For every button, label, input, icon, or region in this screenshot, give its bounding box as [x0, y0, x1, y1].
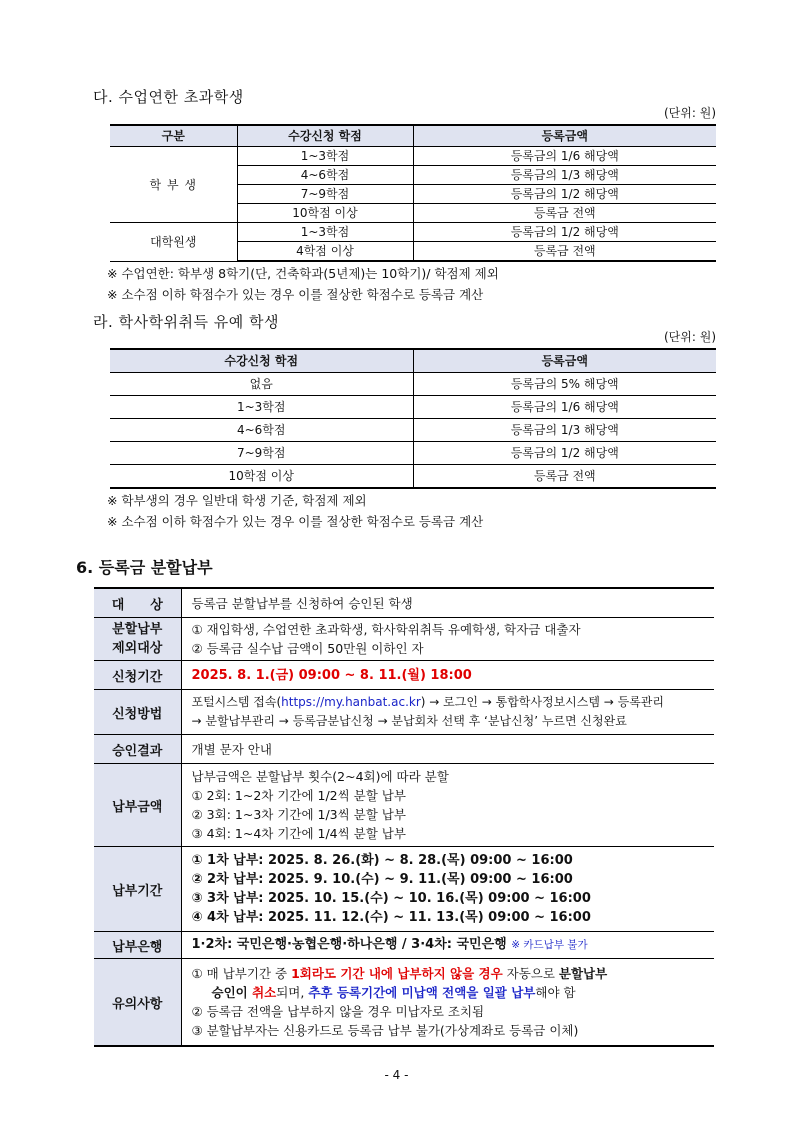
caution-line3: ② 등록금 전액을 납부하지 않을 경우 미납자로 조치됨: [191, 1004, 485, 1019]
header-amount: 등록금액: [413, 349, 716, 373]
group-grad: 대학원생: [110, 223, 237, 262]
caution-text: 되며,: [276, 985, 309, 1000]
note-da-2: ※ 소수점 이하 학점수가 있는 경우 이를 절상한 학점수로 등록금 계산: [107, 287, 484, 302]
table-row: [110, 396, 716, 419]
label-period: 신청기간: [94, 661, 181, 690]
value-bank: [181, 932, 714, 959]
row-method: [94, 690, 714, 735]
cell-amount: 등록금의 1/2 해당액: [413, 185, 716, 204]
label-target: 대 상: [94, 588, 181, 618]
amount-line: ③ 4회: 1~4차 기간에 1/4씩 분할 납부: [191, 826, 406, 841]
label-amount: 납부금액: [94, 764, 181, 847]
table-deferred-students: [110, 348, 716, 489]
label-bank: 납부은행: [94, 932, 181, 959]
caution-line1: [192, 964, 707, 983]
bank-text: 1·2차: 국민은행·농협은행·하나은행 / 3·4차: 국민은행: [191, 937, 507, 952]
cell-amount: 등록금의 1/2 해당액: [413, 442, 716, 465]
method-line2: → 분할납부관리 → 등록금분납신청 → 분납회차 선택 후 ‘분납신청’ 누르면 신청완료: [191, 714, 627, 728]
row-pay-period: [94, 847, 714, 932]
row-caution: [94, 959, 714, 1047]
cell-credits: 4~6학점: [110, 419, 413, 442]
cell-amount: 등록금의 1/3 해당액: [413, 166, 716, 185]
label-caution: 유의사항: [94, 959, 181, 1047]
table-row: [110, 465, 716, 489]
cell-amount: 등록금의 5% 해당액: [413, 373, 716, 396]
table-row: [110, 419, 716, 442]
row-excluded: [94, 618, 714, 661]
table-row: [110, 373, 716, 396]
caution-text: 해야 함: [535, 985, 576, 1000]
table-row: [110, 223, 716, 242]
amount-line: 납부금액은 분할납부 횟수(2~4회)에 따라 분할: [191, 769, 449, 784]
section-ra-title: 라. 학사학위취득 유예 학생: [93, 313, 279, 331]
caution-line4: ③ 분할납부자는 신용카드로 등록금 납부 불가(가상계좌로 등록금 이체): [191, 1023, 579, 1038]
header-amount: 등록금액: [413, 125, 716, 147]
cell-credits: 1~3학점: [237, 223, 413, 242]
value-method: [181, 690, 714, 735]
caution-bold: 분할납부: [558, 966, 608, 981]
method-text-b: ) → 로그인 → 통합학사정보시스템 → 등록관리: [420, 695, 664, 709]
label-method: 신청방법: [94, 690, 181, 735]
value-result: 개별 문자 안내: [181, 735, 714, 764]
pay-period-4: ④ 4차 납부: 2025. 11. 12.(수) ~ 11. 13.(목) 09:00 ~ 16:00: [191, 910, 591, 925]
row-amount: [94, 764, 714, 847]
cell-credits: 없음: [110, 373, 413, 396]
cell-credits: 1~3학점: [110, 396, 413, 419]
label-excluded-line2: 제외대상: [112, 641, 163, 656]
section-6-title: 6. 등록금 분할납부: [76, 558, 213, 577]
cell-credits: 1~3학점: [237, 147, 413, 166]
group-undergrad: 학 부 생: [110, 147, 237, 223]
value-caution: [181, 959, 714, 1047]
label-result: 승인결과: [94, 735, 181, 764]
cell-credits: 7~9학점: [237, 185, 413, 204]
row-target: [94, 588, 714, 618]
cell-credits: 4~6학점: [237, 166, 413, 185]
section-ra-unit: (단위: 원): [664, 330, 716, 344]
table-row: [110, 147, 716, 166]
table-installment: [94, 587, 714, 1047]
label-excluded-line1: 분할납부: [112, 622, 163, 637]
label-excluded: [94, 618, 181, 661]
caution-emphasis: 1회라도 기간 내에 납부하지 않을 경우: [291, 966, 503, 981]
amount-line: ① 2회: 1~2차 기간에 1/2씩 분할 납부: [191, 788, 406, 803]
value-pay-period: [181, 847, 714, 932]
cell-amount: 등록금 전액: [413, 204, 716, 223]
header-category: 구분: [110, 125, 237, 147]
bank-note: ※ 카드납부 불가: [511, 939, 588, 951]
note-ra-1: ※ 학부생의 경우 일반대 학생 기준, 학점제 제외: [107, 493, 367, 508]
row-period: [94, 661, 714, 690]
excluded-item-1: ① 재입학생, 수업연한 초과학생, 학사학위취득 유예학생, 학자금 대출자: [191, 622, 581, 637]
cell-credits: 10학점 이상: [237, 204, 413, 223]
pay-period-2: ② 2차 납부: 2025. 9. 10.(수) ~ 9. 11.(목) 09:00 ~ 16:00: [191, 872, 573, 887]
note-ra-2: ※ 소수점 이하 학점수가 있는 경우 이를 절상한 학점수로 등록금 계산: [107, 514, 484, 529]
value-target: 등록금 분할납부를 신청하여 승인된 학생: [181, 588, 714, 618]
excluded-item-2: ② 등록금 실수납 금액이 50만원 이하인 자: [191, 641, 424, 656]
method-text-a: 포털시스템 접속(: [191, 695, 282, 709]
cell-credits: 4학점 이상: [237, 242, 413, 262]
cell-amount: 등록금의 1/2 해당액: [413, 223, 716, 242]
value-period: 2025. 8. 1.(금) 09:00 ~ 8. 11.(월) 18:00: [181, 661, 714, 690]
method-line1: [192, 693, 707, 712]
cell-amount: 등록금 전액: [413, 465, 716, 489]
value-amount: [181, 764, 714, 847]
caution-blue-emphasis: 추후 등록기간에 미납액 전액을 일괄 납부: [308, 985, 536, 1000]
cell-amount: 등록금의 1/6 해당액: [413, 396, 716, 419]
header-credits: 수강신청 학점: [110, 349, 413, 373]
value-excluded: [181, 618, 714, 661]
cell-amount: 등록금의 1/3 해당액: [413, 419, 716, 442]
caution-line2: [192, 983, 707, 1002]
cell-amount: 등록금 전액: [413, 242, 716, 262]
amount-line: ② 3회: 1~3차 기간에 1/3씩 분할 납부: [191, 807, 406, 822]
caution-emphasis: 취소: [252, 985, 277, 1000]
caution-text: ① 매 납부기간 중: [191, 966, 292, 981]
header-credits: 수강신청 학점: [237, 125, 413, 147]
row-bank: [94, 932, 714, 959]
portal-link[interactable]: https://my.hanbat.ac.kr: [281, 695, 421, 709]
section-da-unit: (단위: 원): [664, 106, 716, 120]
caution-text: 자동으로: [502, 966, 559, 981]
cell-amount: 등록금의 1/6 해당액: [413, 147, 716, 166]
label-pay-period: 납부기간: [94, 847, 181, 932]
page-number: - 4 -: [384, 1068, 409, 1082]
caution-bold: 승인이: [211, 985, 253, 1000]
section-da-title: 다. 수업연한 초과학생: [93, 88, 244, 106]
table-overdue-students: [110, 124, 716, 262]
table-row: [110, 442, 716, 465]
pay-period-3: ③ 3차 납부: 2025. 10. 15.(수) ~ 10. 16.(목) 09:00 ~ 16:00: [191, 891, 591, 906]
cell-credits: 10학점 이상: [110, 465, 413, 489]
note-da-1: ※ 수업연한: 학부생 8학기(단, 건축학과(5년제)는 10학기)/ 학점제 제외: [107, 266, 499, 281]
row-result: [94, 735, 714, 764]
pay-period-1: ① 1차 납부: 2025. 8. 26.(화) ~ 8. 28.(목) 09:00 ~ 16:00: [191, 853, 573, 868]
cell-credits: 7~9학점: [110, 442, 413, 465]
